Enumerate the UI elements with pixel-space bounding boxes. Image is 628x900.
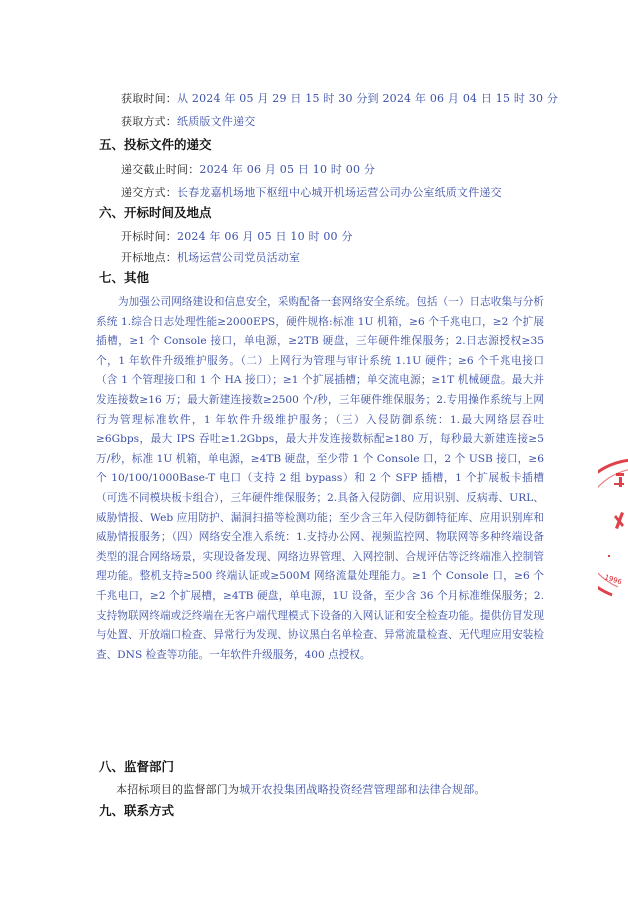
section6-title: 六、开标时间及地点	[99, 205, 212, 220]
submit-deadline-label: 递交截止时间：	[121, 163, 200, 176]
obtain-method-value: 纸质版文件递交	[177, 115, 256, 128]
opening-place-label: 开标地点：	[121, 251, 177, 264]
submit-method-value: 长春龙嘉机场地下枢纽中心城开机场运营公司办公室纸质文件递交	[177, 186, 502, 199]
submit-deadline-line	[121, 163, 375, 177]
submit-deadline-value: 2024 年 06 月 05 日 10 时 00 分	[199, 163, 376, 176]
opening-time-line	[121, 230, 353, 244]
obtain-time-line	[121, 92, 558, 106]
obtain-method-label: 获取方式：	[121, 115, 177, 128]
section5-title: 五、投标文件的递交	[99, 137, 212, 152]
supervision-prefix: 本招标项目的监督部门为	[116, 783, 240, 796]
submit-method-label: 递交方式：	[121, 186, 177, 199]
stamp-digits: 1996	[603, 573, 623, 587]
opening-place-value: 机场运营公司党员活动室	[177, 251, 301, 264]
section7-title: 七、其他	[99, 270, 150, 285]
opening-time-value: 2024 年 06 月 05 日 10 时 00 分	[177, 230, 353, 243]
obtain-time-label: 获取时间：	[121, 92, 177, 105]
section9-title: 九、联系方式	[99, 803, 175, 818]
obtain-time-value: 从 2024 年 05 月 29 日 15 时 30 分到 2024 年 06 月 04 日 15 时 30 分	[177, 92, 559, 105]
obtain-method-line	[121, 115, 255, 129]
supervision-value: 城开农投集团战略投资经营管理部和法律合规部。	[239, 783, 486, 796]
opening-place-line	[121, 251, 300, 265]
seal-stamp	[598, 455, 628, 605]
section7-paragraph: 为加强公司网络建设和信息安全，采购配备一套网络安全系统。包括（一）日志收集与分析系统 1.综合日志处理性能≥2000EPS，硬件规格:标准 1U 机箱，≥6 个千兆电口，≥2 个扩展插槽，≥1 个 Console 接口，单电源，≥2TB 硬盘，三年硬件维保服务；2.日志源授权≥35 个，1 年软件升级维护服务。（二）上网行为管理与审计系统 1.1U 硬件；≥6 个千兆电接口（含 1 个管理接口和 1 个 HA 接口）；≥1 个扩展插槽；单交流电源；≥1T 机械硬盘。最大并发连接数≥16 万；最大新建连接数≥2500 个/秒，三年硬件维保服务；2.专用操作系统与上网行为管理标准软件，1 年软件升级维护服务；（三）入侵防御系统：1.最大网络层吞吐≥6Gbps，最大 IPS 吞吐≥1.2Gbps，最大并发连接数标配≥180 万，每秒最大新建连接≥5 万/秒，标准 1U 机箱，单电源，≥4TB 硬盘，至少带 1 个 Console 口，2 个 USB 接口，≥6 个 10/100/1000Base-T 电口（支持 2 组 bypass）和 2 个 SFP 插槽，1 个扩展板卡插槽（可选不同模块板卡组合），三年硬件维保服务；2.具备入侵防御、应用识别、反病毒、URL、威胁情报、Web 应用防护、漏洞扫描等检测功能；至少含三年入侵防御特征库、应用识别库和威胁情报服务；（四）网络安全准入系统：1.支持办公网、视频监控网、物联网等多种终端设备类型的混合网络场景，实现设备发现、网络边界管理、入网控制、合规评估等泛终端准入控制管理功能。整机支持≥500 终端认证或≥500M 网络流量处理能力。≥1 个 Console 口，≥6 个千兆电口，≥2 个扩展槽，≥4TB 硬盘，单电源，1U 设备，至少含 36 个月标准维保服务；2.支持物联网终端或泛终端在无客户端代理模式下设备的入网认证和安全检查功能。提供仿冒发现与处置、开放端口检查、异常行为发现、协议黑白名单检查、异常流量检查、无代理应用安装检查、DNS 检查等功能。一年软件升级服务，400 点授权。	[96, 296, 544, 661]
section7-body	[96, 293, 544, 665]
supervision-line	[116, 783, 486, 797]
opening-time-label: 开标时间：	[121, 230, 177, 243]
section8-title: 八、监督部门	[99, 759, 175, 774]
submit-method-line	[121, 186, 502, 200]
